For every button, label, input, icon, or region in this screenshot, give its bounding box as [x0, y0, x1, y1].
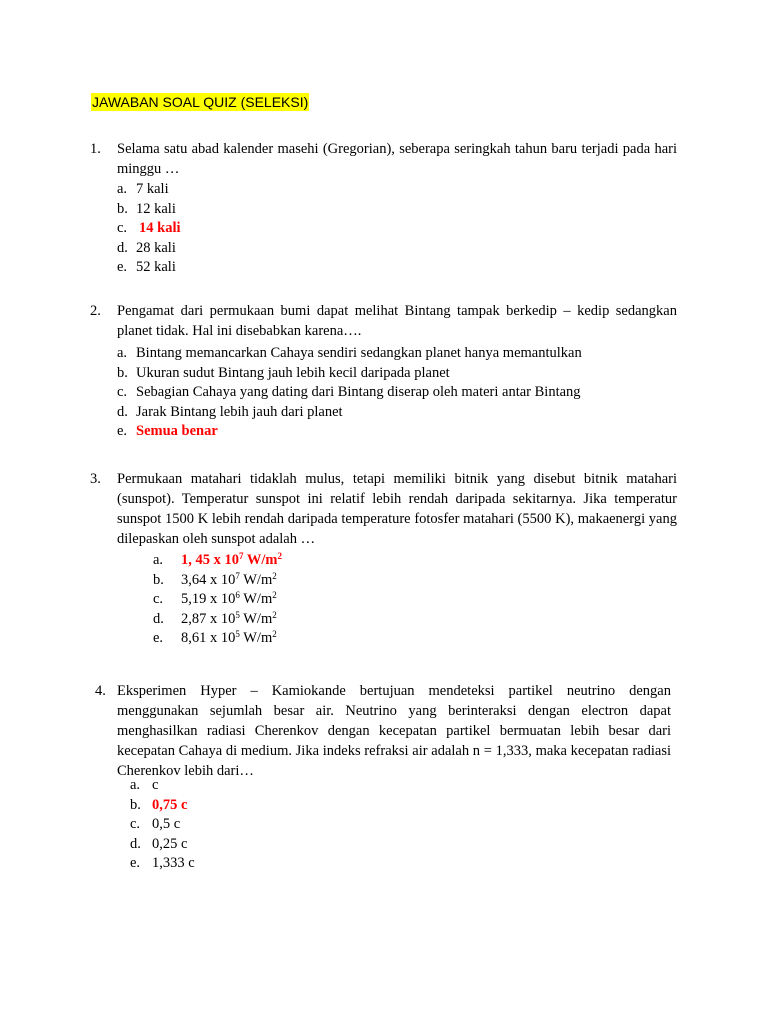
option-exponent: 5	[235, 609, 240, 620]
option-letter: e.	[153, 630, 164, 646]
option-mantissa: 3,64 x 10	[181, 571, 236, 588]
option-mantissa: 8,61 x 10	[181, 630, 236, 646]
option-text: 12 kali	[136, 200, 176, 217]
option-unit-exponent: 2	[272, 629, 277, 639]
option-exponent: 6	[235, 590, 240, 600]
option-text: c	[152, 777, 159, 793]
option-letter: d.	[117, 403, 128, 420]
question-number: 4.	[95, 683, 106, 699]
option-text: Ukuran sudut Bintang jauh lebih kecil daripada planet	[136, 364, 450, 381]
option-e	[153, 629, 453, 649]
options-list	[117, 180, 677, 278]
option-exponent: 7	[235, 570, 240, 581]
option-letter: b.	[153, 571, 164, 588]
option-letter: e.	[117, 423, 128, 439]
option-c	[117, 383, 677, 403]
option-letter: c.	[117, 220, 128, 236]
option-b	[153, 571, 453, 591]
option-letter: e.	[130, 855, 141, 871]
option-text: 28 kali	[136, 239, 176, 256]
option-letter: b.	[130, 796, 141, 813]
option-exponent: 5	[235, 629, 240, 639]
option-letter: c.	[117, 384, 128, 400]
option-unit-exponent: 2	[272, 609, 277, 620]
option-unit-exponent: 2	[277, 551, 282, 561]
option-text: 0,25 c	[152, 835, 188, 852]
option-b	[130, 796, 330, 816]
option-mantissa: 1, 45 x 10	[181, 552, 239, 568]
option-a	[117, 344, 677, 364]
option-letter: a.	[153, 552, 164, 568]
option-letter: d.	[117, 239, 128, 256]
option-e	[130, 854, 330, 874]
question-text: Selama satu abad kalender masehi (Gregorian), seberapa seringkah tahun baru terjadi pada hari minggu …	[117, 141, 677, 177]
page-title: JAWABAN SOAL QUIZ (SELEKSI)	[92, 94, 309, 110]
correct-answer: 0,75 c	[152, 796, 188, 813]
option-text: Bintang memancarkan Cahaya sendiri sedangkan planet hanya memantulkan	[136, 345, 582, 361]
option-letter: d.	[153, 610, 164, 627]
option-text: 52 kali	[136, 259, 176, 275]
question-number: 2.	[90, 303, 101, 319]
option-text: Sebagian Cahaya yang dating dari Bintang diserap oleh materi antar Bintang	[136, 384, 581, 400]
question-number: 1.	[90, 141, 101, 157]
option-text	[181, 629, 277, 649]
option-c	[153, 590, 453, 610]
question-text: Permukaan matahari tidaklah mulus, tetapi memiliki bitnik yang disebut bitnik matahari (sunspot). Temperatur sunspot ini relatif lebih rendah daripada sekitarnya. Jika temperatur sunspot 1500 K lebih rendah daripada temperature fotosfer matahari (5500 K), makaenergi yang dilepaskan oleh sunspot adalah …	[117, 471, 677, 547]
option-d	[117, 403, 677, 423]
option-mantissa: 2,87 x 10	[181, 610, 236, 627]
option-b	[117, 364, 677, 384]
option-d	[130, 835, 330, 855]
option-unit: W/m	[239, 610, 273, 627]
option-text: Jarak Bintang lebih jauh dari planet	[136, 403, 343, 420]
options-list	[153, 551, 453, 649]
option-letter: e.	[117, 259, 128, 275]
option-letter: b.	[117, 364, 128, 381]
option-text	[181, 610, 277, 630]
option-unit: W/m	[239, 630, 273, 646]
option-letter: a.	[130, 777, 141, 793]
option-letter: b.	[117, 200, 128, 217]
option-text: 0,5 c	[152, 816, 181, 832]
option-text	[181, 590, 277, 610]
option-c	[130, 815, 330, 835]
option-unit: W/m	[243, 552, 278, 568]
option-exponent: 7	[239, 551, 244, 561]
option-a	[153, 551, 453, 571]
option-a	[117, 180, 677, 200]
option-d	[117, 239, 677, 259]
option-e	[117, 422, 677, 442]
options-list	[130, 776, 330, 874]
option-d	[153, 610, 453, 630]
option-b	[117, 200, 677, 220]
option-mantissa: 5,19 x 10	[181, 591, 236, 607]
options-list	[117, 344, 677, 442]
option-unit: W/m	[239, 571, 273, 588]
correct-answer: Semua benar	[136, 423, 218, 439]
option-text	[181, 571, 277, 591]
option-letter: c.	[130, 816, 141, 832]
option-letter: a.	[117, 345, 128, 361]
question-text: Eksperimen Hyper – Kamiokande bertujuan mendeteksi partikel neutrino dengan menggunakan sejumlah besar air. Neutrino yang berinteraksi dengan electron dapat menghasilkan radiasi Cherenkov dengan kecepatan partikel bermuatan lebih besar dari kecepatan Cahaya di medium. Jika indeks refraksi air adalah n = 1,333, maka kecepatan radiasi Cherenkov lebih dari…	[117, 683, 671, 779]
correct-answer	[181, 551, 282, 571]
question-text: Pengamat dari permukaan bumi dapat melihat Bintang tampak berkedip – kedip sedangkan planet tidak. Hal ini disebabkan karena….	[117, 303, 677, 339]
option-a	[130, 776, 330, 796]
option-e	[117, 258, 677, 278]
option-c	[117, 219, 677, 239]
option-unit-exponent: 2	[272, 590, 277, 600]
option-text: 7 kali	[136, 181, 169, 197]
option-letter: a.	[117, 181, 128, 197]
question-number: 3.	[90, 471, 101, 487]
option-text: 1,333 c	[152, 855, 195, 871]
option-letter: c.	[153, 591, 164, 607]
option-unit-exponent: 2	[272, 570, 277, 581]
option-unit: W/m	[239, 591, 273, 607]
correct-answer: 14 kali	[139, 220, 181, 236]
option-letter: d.	[130, 835, 141, 852]
